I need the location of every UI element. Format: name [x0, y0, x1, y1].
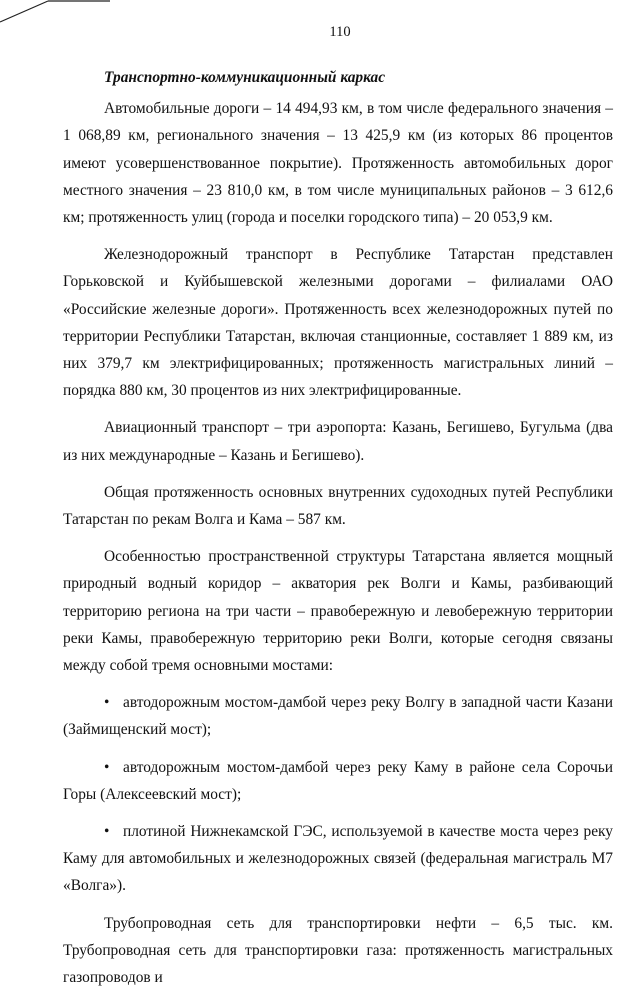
bullet-icon: • [104, 823, 110, 841]
paragraph-railway: Железнодорожный транспорт в Республике Татарстан представлен Горьковской и Куйбышевской железными дорогами – филиалами ОАО «Российские железные дороги». Протяженность всех железнодорожных путей по территории Республики Татарстан, включая станционные, составляет 1 889 км, из них 379,7 км электрифицированных; протяженность магистральных линий – порядка 880 км, 30 процентов из них электрифицированные. [63, 246, 613, 400]
bullet-icon: • [104, 694, 110, 712]
bullet-icon: • [104, 758, 110, 776]
list-item [63, 754, 613, 808]
list-item [63, 818, 613, 900]
list-item-text: автодорожным мостом-дамбой через реку Каму в районе села Сорочьи Горы (Алексеевский мост); [63, 758, 613, 803]
list-item-text: плотиной Нижнекамской ГЭС, используемой в качестве моста через реку Каму для автомобильных и железнодорожных связей (федеральная магистраль М7 «Волга»). [63, 823, 613, 895]
list-item [63, 689, 613, 743]
section-title: Транспортно-коммуникационный каркас [104, 69, 386, 86]
bridges-list [63, 689, 613, 899]
paragraph-waterways: Общая протяженность основных внутренних судоходных путей Республики Татарстан по рекам Волга и Кама – 587 км. [63, 483, 613, 529]
corner-line-mark [0, 0, 110, 26]
page-number: 110 [329, 24, 351, 40]
paragraph-pipelines: Трубопроводная сеть для транспортировки нефти – 6,5 тыс. км. Трубопроводная сеть для транспортировки газа: протяженность магистральных газопроводов и [63, 914, 613, 987]
list-item-text: автодорожным мостом-дамбой через реку Волгу в западной части Казани (Займищенский мост); [63, 694, 613, 739]
paragraph-spatial-structure: Особенностью пространственной структуры Татарстана является мощный природный водный коридор – акватория рек Волги и Камы, разбивающий территорию региона на три части – правобережную и левобережную территории реки Камы, правобережную территорию реки Волги, которые сегодня связаны между собой тремя основными мостами: [63, 548, 613, 675]
paragraph-roads: Автомобильные дороги – 14 494,93 км, в том числе федерального значения – 1 068,89 км, регионального значения – 13 425,9 км (из которых 86 процентов имеют усовершенствованное покрытие). Протяженность автомобильных дорог местного значения – 23 810,0 км, в том числе муниципальных районов – 3 612,6 км; протяженность улиц (города и поселки городского типа) – 20 053,9 км. [63, 100, 613, 227]
document-body [63, 64, 613, 1001]
paragraph-aviation: Авиационный транспорт – три аэропорта: Казань, Бегишево, Бугульма (два из них международные – Казань и Бегишево). [63, 419, 613, 464]
